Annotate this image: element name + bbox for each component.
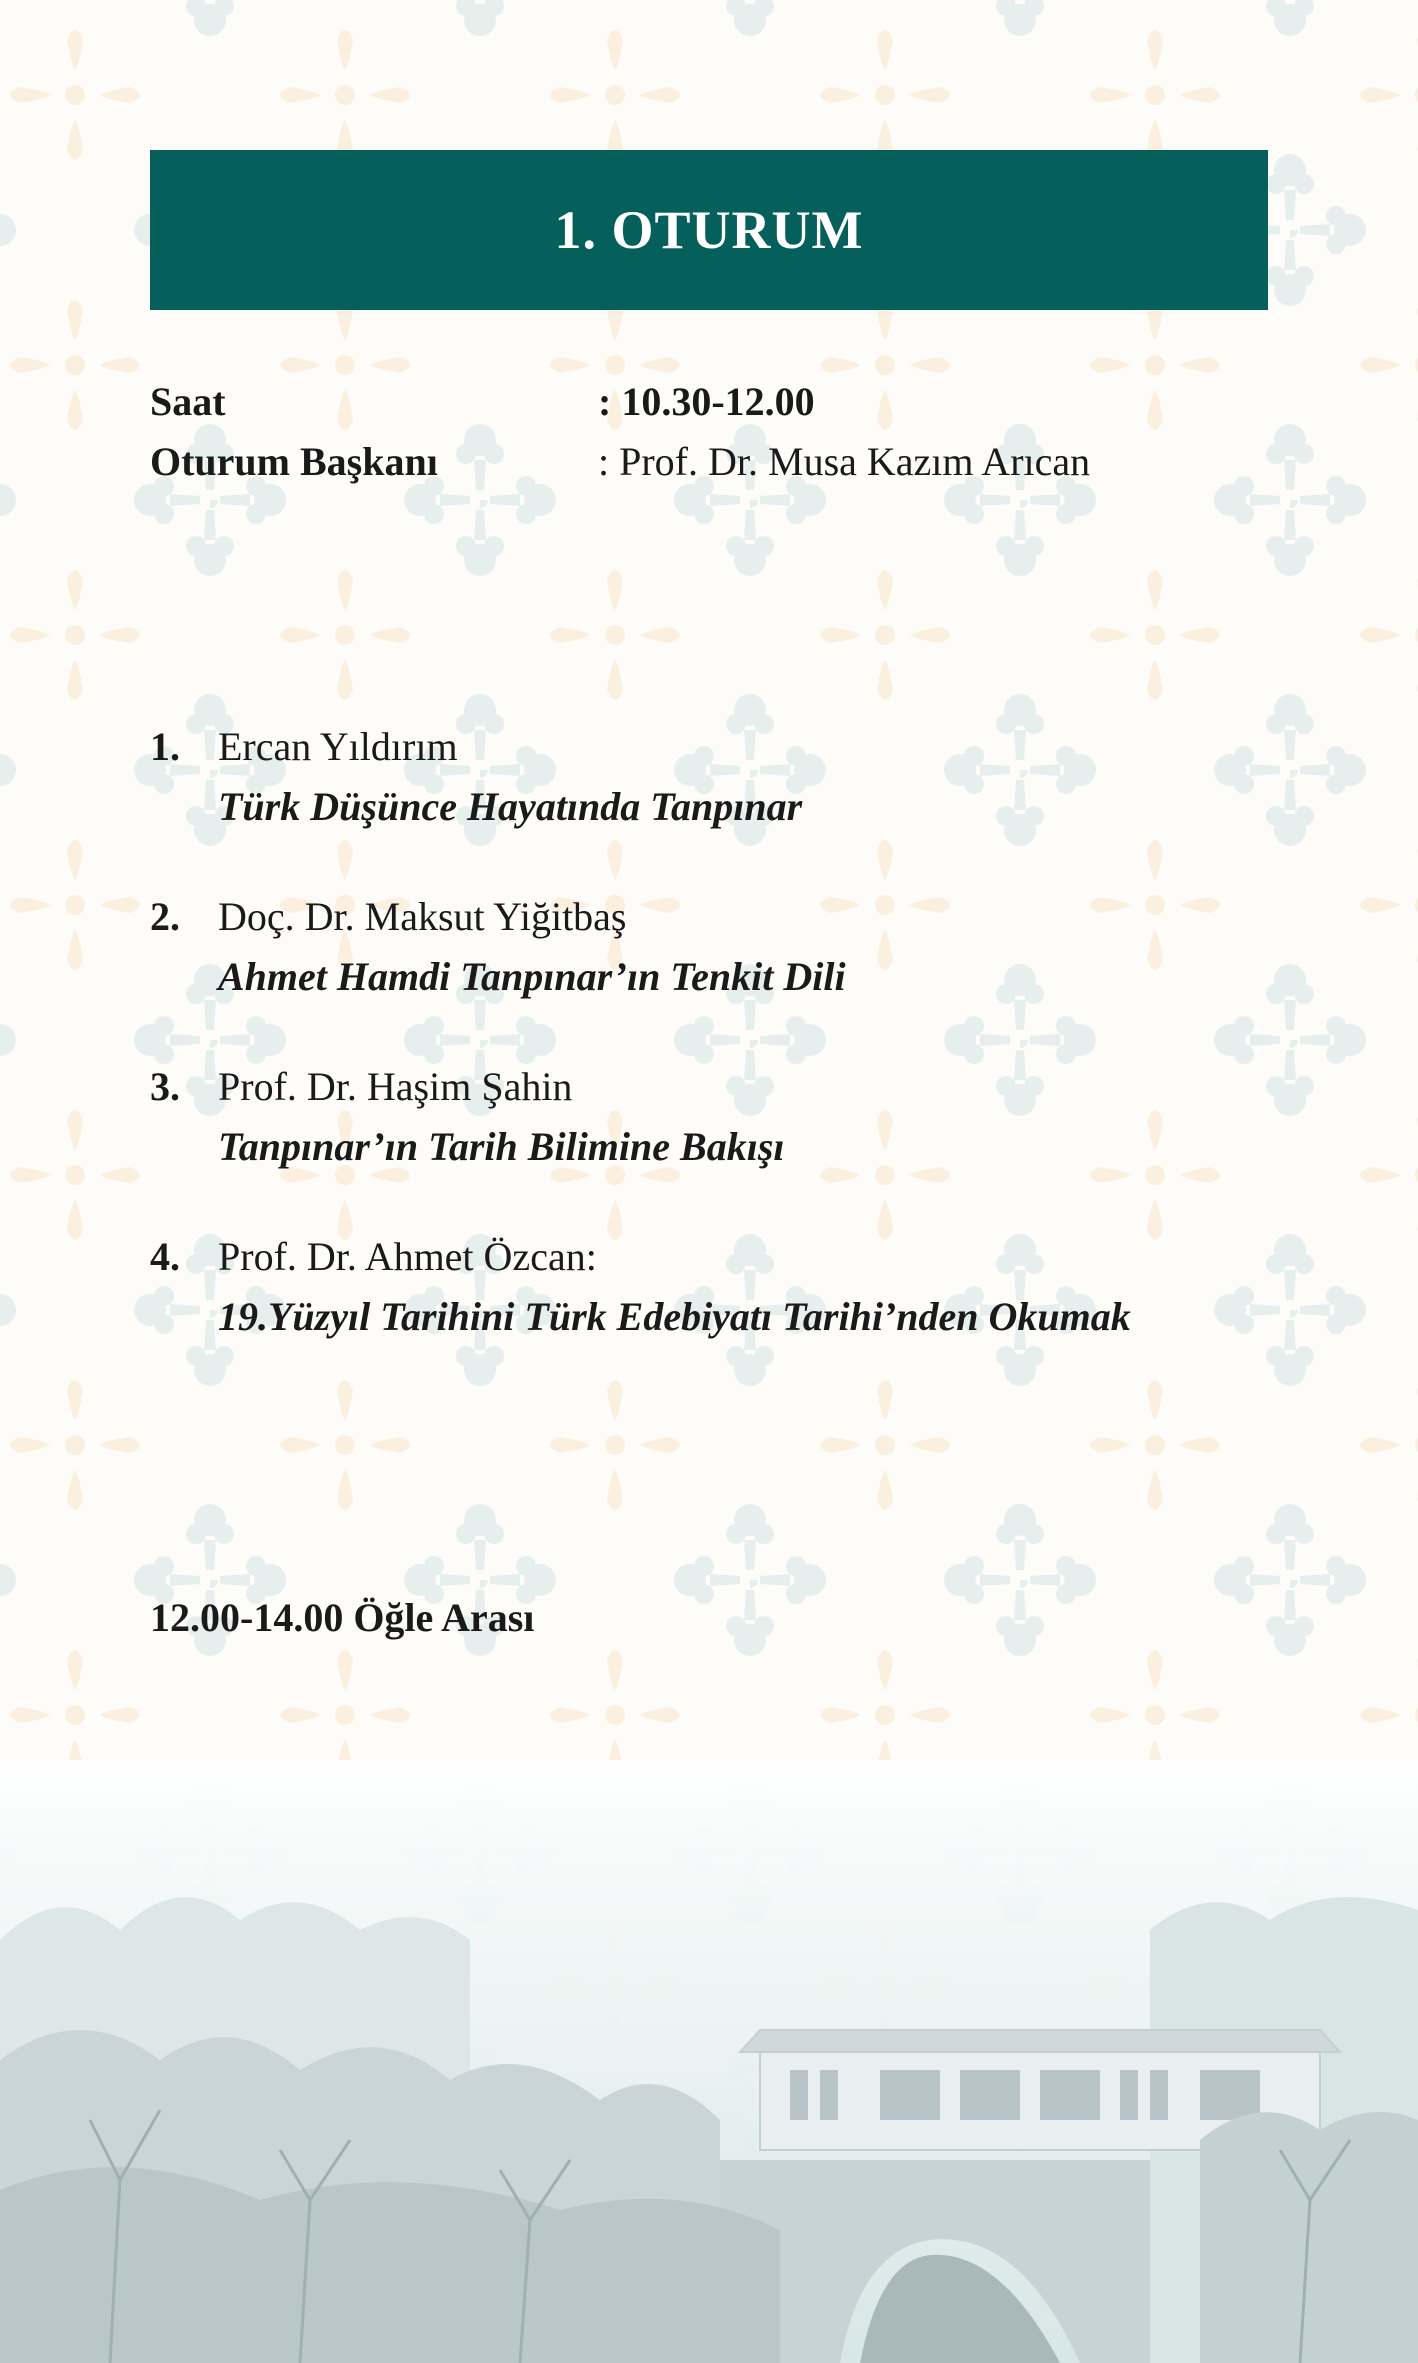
talk-title: Türk Düşünce Hayatında Tanpınar [218,784,803,829]
lunch-break-note: 12.00-14.00 Öğle Arası [150,1595,535,1640]
talk-speaker: Prof. Dr. Ahmet Özcan: [218,1234,597,1279]
list-item [150,717,1270,887]
list-item [150,1227,1270,1397]
session-title: 1. OTURUM [554,200,864,260]
chair-value: : Prof. Dr. Musa Kazım Arıcan [598,439,1091,484]
talk-number: 4. [150,1234,180,1279]
talk-title: Tanpınar’ın Tarih Bilimine Bakışı [218,1124,785,1169]
talk-speaker: Ercan Yıldırım [218,724,458,769]
time-value: : 10.30-12.00 [598,379,815,424]
chair-label: Oturum Başkanı [150,439,438,484]
list-item [150,1057,1270,1227]
talk-number: 3. [150,1064,180,1109]
talk-speaker: Prof. Dr. Haşim Şahin [218,1064,573,1109]
session-info [150,372,1090,492]
time-row [150,372,1090,432]
talk-number: 2. [150,894,180,939]
talk-title: 19.Yüzyıl Tarihini Türk Edebiyatı Tarihi’nden Okumak [218,1294,1131,1339]
talk-number: 1. [150,724,180,769]
talk-list [150,717,1270,1397]
talk-speaker: Doç. Dr. Maksut Yiğitbaş [218,894,627,939]
session-header-banner [150,150,1268,310]
chair-row [150,432,1090,492]
talk-title: Ahmet Hamdi Tanpınar’ın Tenkit Dili [218,954,846,999]
list-item [150,887,1270,1057]
time-label: Saat [150,379,226,424]
